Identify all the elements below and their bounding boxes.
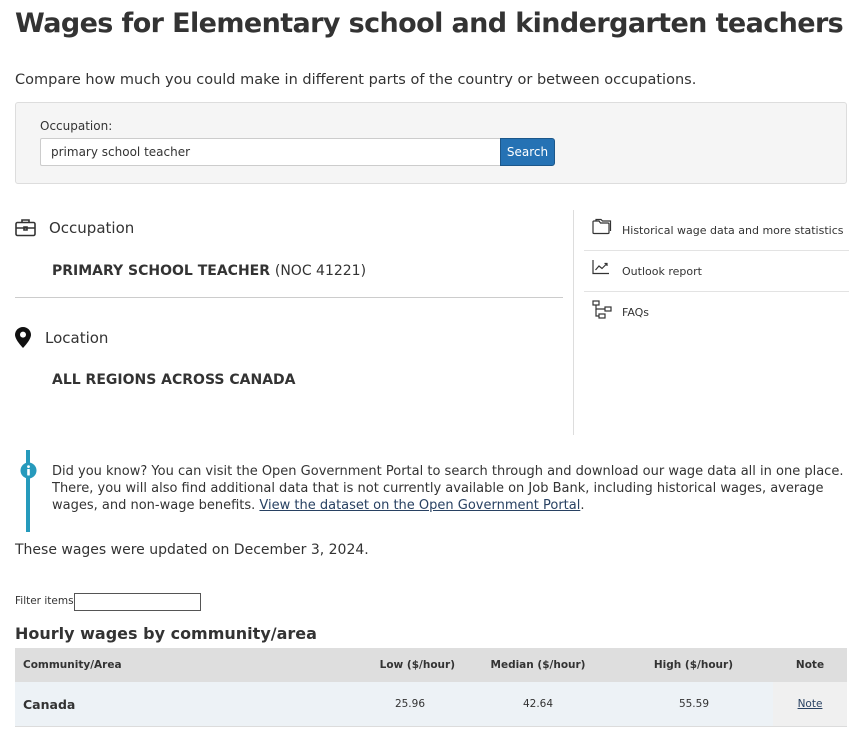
search-panel	[15, 102, 847, 184]
occupation-heading-label: Occupation	[49, 218, 135, 237]
location-heading	[15, 327, 108, 348]
cell-low: 25.96	[278, 682, 473, 727]
briefcase-icon	[15, 218, 36, 237]
column-header-area[interactable]: Community/Area	[15, 648, 278, 682]
search-label: Occupation:	[40, 119, 113, 133]
side-link-label[interactable]: FAQs	[622, 306, 650, 319]
info-message-suffix: .	[580, 498, 585, 513]
open-government-link[interactable]: View the dataset on the Open Government Portal	[259, 498, 581, 513]
cell-high: 55.59	[603, 682, 773, 727]
page-title: Wages for Elementary school and kindergarten teachers	[15, 8, 844, 39]
column-header-note[interactable]: Note	[773, 648, 847, 682]
folder-icon	[592, 218, 622, 239]
sitemap-icon	[592, 300, 622, 324]
column-header-median[interactable]: Median ($/hour)	[473, 648, 603, 682]
cell-note	[773, 682, 847, 727]
map-pin-icon	[15, 327, 31, 348]
wage-table	[15, 648, 847, 727]
side-link-label[interactable]: Historical wage data and more statistics	[622, 224, 844, 237]
column-header-low[interactable]: Low ($/hour)	[278, 648, 473, 682]
info-message	[52, 463, 847, 514]
occupation-search-input[interactable]	[40, 138, 500, 166]
chart-icon	[592, 259, 622, 279]
side-link-historical-wages[interactable]	[584, 210, 849, 251]
section-divider	[15, 297, 563, 298]
filter-input[interactable]	[74, 593, 201, 611]
occupation-value	[52, 263, 366, 279]
occupation-name: PRIMARY SCHOOL TEACHER	[52, 263, 270, 279]
page-subtitle: Compare how much you could make in different parts of the country or between occupations.	[15, 72, 697, 88]
location-value: ALL REGIONS ACROSS CANADA	[52, 372, 296, 388]
note-link[interactable]: Note	[797, 698, 823, 710]
table-header-row	[15, 648, 847, 682]
table-row	[15, 682, 847, 727]
location-heading-label: Location	[45, 328, 109, 347]
column-divider	[573, 210, 574, 435]
table-title: Hourly wages by community/area	[15, 624, 317, 643]
cell-median: 42.64	[473, 682, 603, 727]
updated-date-text: These wages were updated on December 3, 2024.	[15, 542, 369, 558]
search-button[interactable]: Search	[500, 138, 555, 166]
side-link-faqs[interactable]	[584, 292, 849, 333]
cell-area: Canada	[15, 682, 278, 727]
filter-label: Filter items	[15, 595, 74, 607]
info-icon	[20, 462, 37, 483]
side-links	[584, 210, 849, 333]
occupation-noc: (NOC 41221)	[274, 263, 367, 279]
column-header-high[interactable]: High ($/hour)	[603, 648, 773, 682]
side-link-outlook-report[interactable]	[584, 251, 849, 292]
side-link-label[interactable]: Outlook report	[622, 265, 702, 278]
occupation-heading	[15, 218, 134, 237]
info-message-text: Did you know? You can visit the Open Government Portal to search through and download our wage data all in one place. There, you will also find additional data that is not currently available on Job Bank, including historical wages, average wages, and non-wage benefits.	[52, 464, 844, 513]
